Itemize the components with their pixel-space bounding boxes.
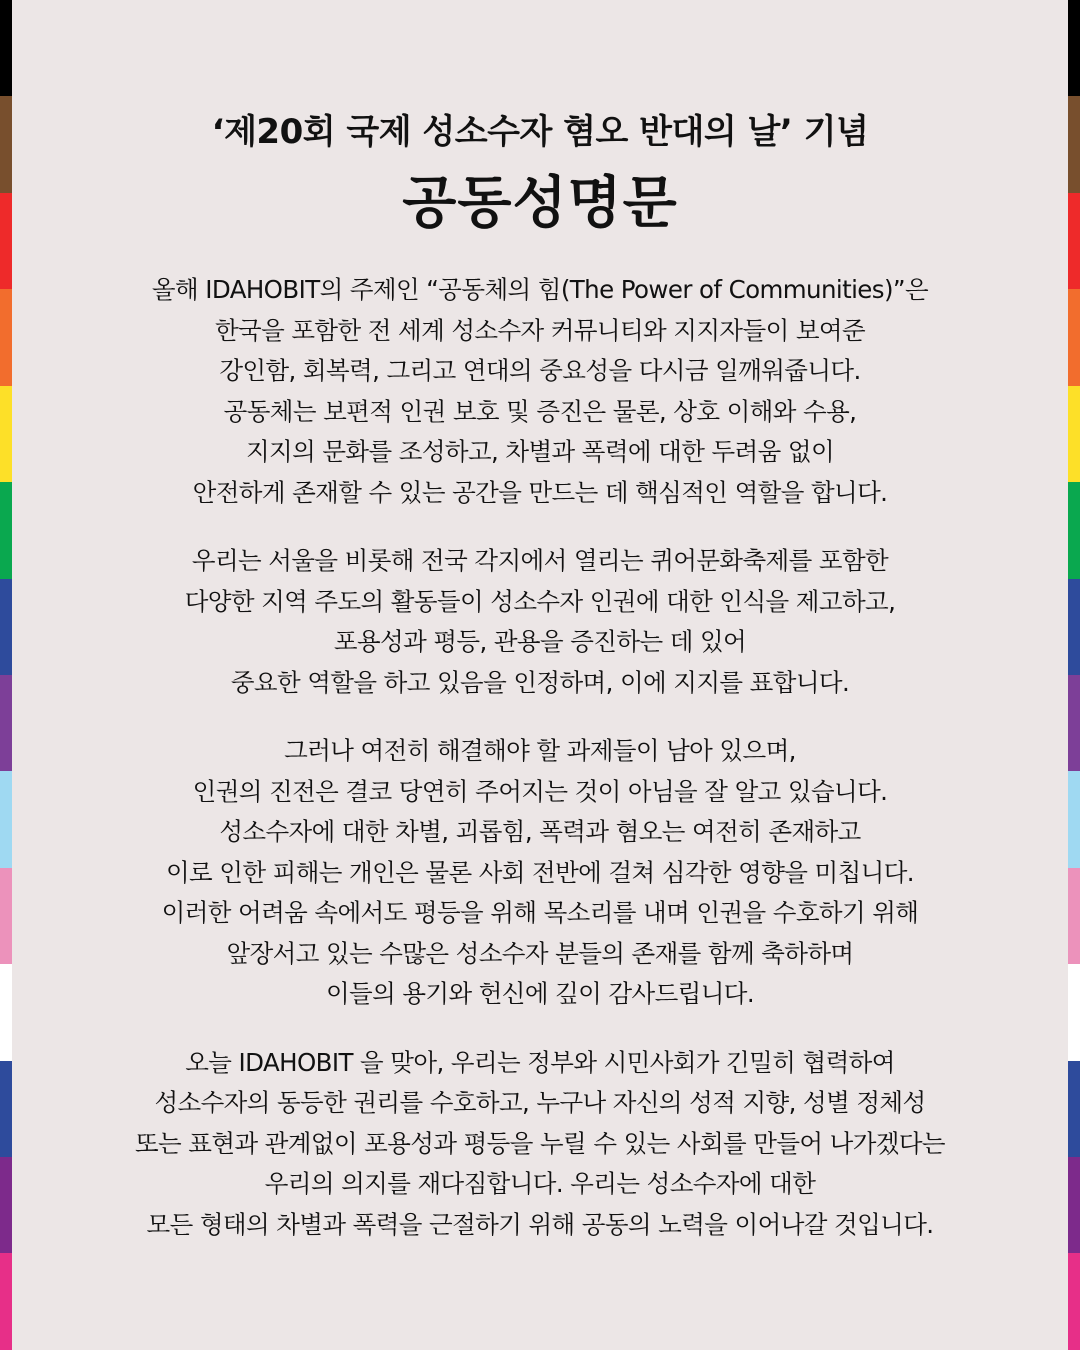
statement-paragraph xyxy=(12,731,1068,1015)
stripe-segment xyxy=(1068,386,1080,482)
stripe-segment xyxy=(1068,482,1080,578)
stripe-segment xyxy=(0,579,12,675)
stripe-segment xyxy=(0,868,12,964)
statement-paragraph xyxy=(12,1043,1068,1246)
statement-paragraph xyxy=(12,541,1068,703)
paragraph-line: 다양한 지역 주도의 활동들이 성소수자 인권에 대한 인식을 제고하고, xyxy=(184,586,896,616)
stripe-segment xyxy=(1068,289,1080,385)
stripe-segment xyxy=(1068,0,1080,96)
paragraph-line: 인권의 진전은 결코 당연히 주어지는 것이 아님을 잘 알고 있습니다. xyxy=(192,776,888,806)
stripe-segment xyxy=(0,1061,12,1157)
statement-document xyxy=(12,0,1068,1350)
stripe-segment xyxy=(1068,771,1080,867)
statement-title: 공동성명문 xyxy=(402,171,678,236)
rainbow-stripe-right xyxy=(1068,0,1080,1350)
paragraph-line: 이로 인한 피해는 개인은 물론 사회 전반에 걸쳐 심각한 영향을 미칩니다. xyxy=(165,857,914,887)
paragraph-line: 올해 IDAHOBIT의 주제인 “공동체의 힘(The Power of Communities)”은 xyxy=(151,275,929,304)
paragraph-line: 성소수자에 대한 차별, 괴롭힘, 폭력과 혐오는 여전히 존재하고 xyxy=(219,817,861,846)
stripe-segment xyxy=(0,386,12,482)
stripe-segment xyxy=(0,482,12,578)
paragraph-line: 안전하게 존재할 수 있는 공간을 만드는 데 핵심적인 역할을 합니다. xyxy=(192,477,888,507)
paragraph-line: 강인함, 회복력, 그리고 연대의 중요성을 다시금 일깨워줍니다. xyxy=(219,356,861,385)
paragraph-line: 지지의 문화를 조성하고, 차별과 폭력에 대한 두려움 없이 xyxy=(245,437,835,466)
paragraph-line: 모든 형태의 차별과 폭력을 근절하기 위해 공동의 노력을 이어나갈 것입니다. xyxy=(146,1209,934,1239)
stripe-segment xyxy=(0,0,12,96)
paragraph-line: 우리의 의지를 재다짐합니다. 우리는 성소수자에 대한 xyxy=(264,1169,816,1198)
paragraph-line: 또는 표현과 관계없이 포용성과 평등을 누릴 수 있는 사회를 만들어 나가겠다는 xyxy=(134,1128,946,1158)
paragraph-line: 한국을 포함한 전 세계 성소수자 커뮤니티와 지지자들이 보여준 xyxy=(214,315,866,345)
rainbow-stripe-left xyxy=(0,0,12,1350)
stripe-segment xyxy=(0,1253,12,1349)
paragraph-line: 오늘 IDAHOBIT 을 맞아, 우리는 정부와 시민사회가 긴밀히 협력하여 xyxy=(185,1047,895,1077)
statement-body xyxy=(12,270,1068,1273)
stripe-segment xyxy=(1068,675,1080,771)
stripe-segment xyxy=(1068,1157,1080,1253)
paragraph-line: 그러나 여전히 해결해야 할 과제들이 남아 있으며, xyxy=(284,736,796,765)
paragraph-line: 성소수자의 동등한 권리를 수호하고, 누구나 자신의 성적 지향, 성별 정체성 xyxy=(154,1088,926,1117)
paragraph-line: 포용성과 평등, 관용을 증진하는 데 있어 xyxy=(333,627,747,656)
stripe-segment xyxy=(0,193,12,289)
stripe-segment xyxy=(1068,868,1080,964)
stripe-segment xyxy=(1068,193,1080,289)
stripe-segment xyxy=(0,675,12,771)
stripe-segment xyxy=(0,96,12,192)
stripe-segment xyxy=(0,289,12,385)
paragraph-line: 이러한 어려움 속에서도 평등을 위해 목소리를 내며 인권을 수호하기 위해 xyxy=(161,898,919,927)
paragraph-line: 이들의 용기와 헌신에 깊이 감사드립니다. xyxy=(325,979,755,1008)
paragraph-line: 공동체는 보편적 인권 보호 및 증진은 물론, 상호 이해와 수용, xyxy=(223,396,857,426)
paragraph-line: 앞장서고 있는 수많은 성소수자 분들의 존재를 함께 축하하며 xyxy=(226,938,854,968)
paragraph-line: 중요한 역할을 하고 있음을 인정하며, 이에 지지를 표합니다. xyxy=(230,667,850,697)
statement-subtitle: ‘제20회 국제 성소수자 혐오 반대의 날’ 기념 xyxy=(211,112,869,152)
stripe-segment xyxy=(1068,579,1080,675)
stripe-segment xyxy=(0,771,12,867)
stripe-segment xyxy=(1068,964,1080,1060)
stripe-segment xyxy=(0,1157,12,1253)
stripe-segment xyxy=(0,964,12,1060)
stripe-segment xyxy=(1068,1061,1080,1157)
paragraph-line: 우리는 서울을 비롯해 전국 각지에서 열리는 퀴어문화축제를 포함한 xyxy=(191,546,889,575)
statement-paragraph xyxy=(12,270,1068,513)
stripe-segment xyxy=(1068,1253,1080,1349)
stripe-segment xyxy=(1068,96,1080,192)
